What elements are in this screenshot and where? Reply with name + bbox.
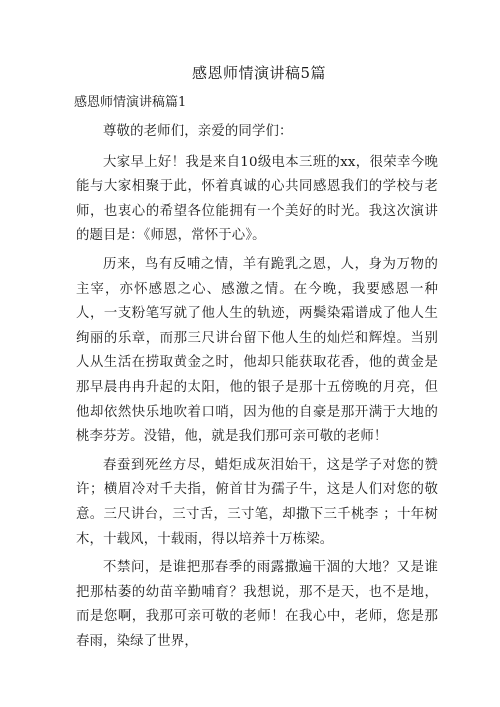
- body-paragraph-3: 春蚕到死丝方尽，蜡炬成灰泪始干，这是学子对您的赞许；横眉冷对千夫指，俯首甘为孺子牛，这是人们对您的敬意。三尺讲台，三寸舌，三寸笔，却撒下三千桃李 ；十年树木，十载风，十载雨，得以培养十万栋梁。: [76, 457, 438, 547]
- body-paragraph-1: 大家早上好！我是来自10级电本三班的xx，很荣幸今晚能与大家相聚于此，怀着真诚的心共同感恩我们的学校与老师，也衷心的希望各位能拥有一个美好的时光。我这次演讲的题目是：《师恩，常怀于心》。: [76, 154, 438, 244]
- document-title: 感恩师情演讲稿5篇: [191, 64, 327, 82]
- section-heading: 感恩师情演讲稿篇1: [74, 95, 187, 110]
- body-paragraph-2: 历来，鸟有反哺之情，羊有跪乳之恩，人，身为万物的主宰，亦怀感恩之心、感激之情。在今晚，我要感恩一种人，一支粉笔写就了他人生的轨迹，两鬓染霜谱成了他人生绚丽的乐章，而那三尺讲台留下他人生的灿烂和辉煌。当别人从生活在捞取黄金之时，他却只能获取花香，他的黄金是那早晨冉冉升起的太阳，他的银子是那十五傍晚的月亮，但他却依然快乐地吹着口哨，因为他的自豪是那开满于大地的桃李芬芳。没错，他，就是我们那可亲可敬的老师！: [76, 256, 438, 445]
- greeting-paragraph: 尊敬的老师们，亲爱的同学们：: [103, 124, 293, 139]
- body-paragraph-4: 不禁问，是谁把那春季的雨露撒遍干涸的大地？又是谁把那枯萎的幼苗辛勤哺育？我想说，那不是天，也不是地，而是您啊，我那可亲可敬的老师！在我心中，老师，您是那春雨，染绿了世界，: [76, 560, 438, 649]
